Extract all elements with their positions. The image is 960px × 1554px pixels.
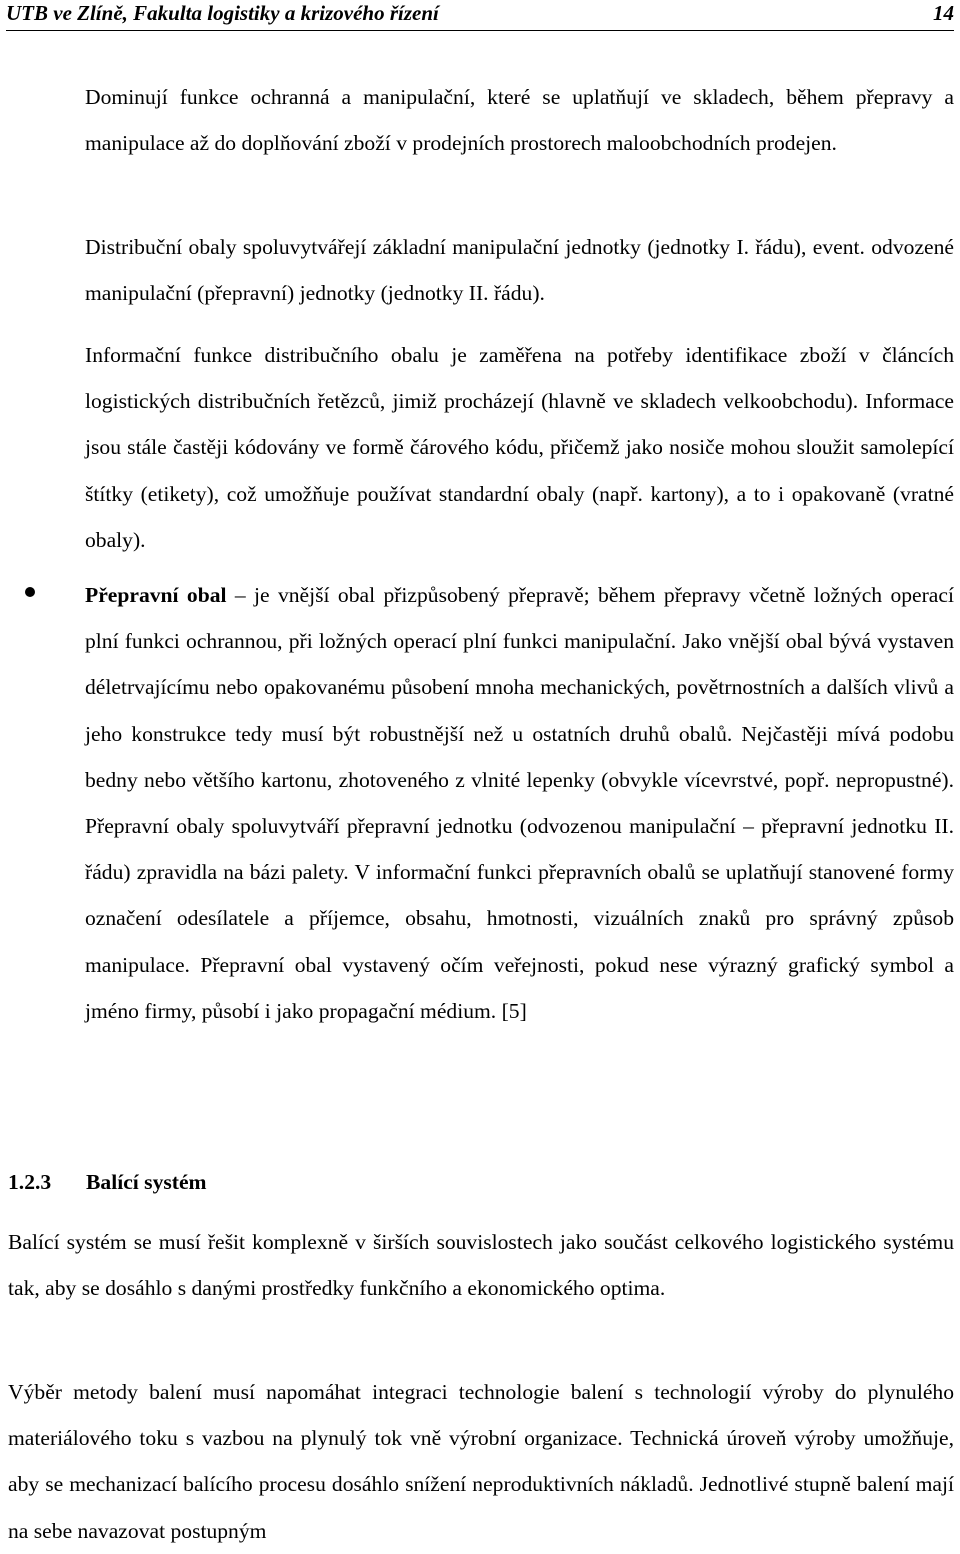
bullet-term: Přepravní obal [85,583,227,607]
section-heading [8,1163,207,1201]
page-number: 14 [933,1,954,25]
header-title: UTB ve Zlíně, Fakulta logistiky a krizového řízení [6,1,439,25]
paragraph-balici-system: Balící systém se musí řešit komplexně v širších souvislostech jako součást celkového logistického systému tak, aby se dosáhlo s danými prostředky funkčního a ekonomického optima. [8,1230,954,1301]
paragraph-distribucni-obaly: Distribuční obaly spoluvytvářejí základní manipulační jednotky (jednotky I. řádu), event. odvozené manipulační (přepravní) jednotky (jednotky II. řádu). [85,235,954,306]
running-header [6,0,954,31]
bullet-dot [25,587,35,597]
section-title: Balící systém [86,1170,207,1194]
paragraph-informacni-funkce: Informační funkce distribučního obalu je zaměřena na potřeby identifikace zboží v článcích logistických distribučních řetězců, jimiž procházejí (hlavně ve skladech velkoobchodu). Informace jsou stále častěji kódovány ve formě čárového kódu, přičemž jako nosiče mohou sloužit samolepící štítky (etikety), což umožňuje používat standardní obaly (např. kartony), a to i opakovaně (vratné obaly). [85,343,954,552]
bullet-text: – je vnější obal přizpůsobený přepravě; během přepravy včetně ložných operací plní funkci ochrannou, při ložných operací plní funkci manipulační. Jako vnější obal bývá vystaven déletrvajícímu nebo opakovanému působení mnoha mechanických, povětrnostních a dalších vlivů a jeho konstrukce tedy musí být robustnější než u ostatních druhů obalů. Nejčastěji mívá podobu bedny nebo většího kartonu, zhotoveného z vlnité lepenky (obvykle vícevrstvé, popř. nepropustné). Přepravní obaly spoluvytváří přepravní jednotku (odvozenou manipulační – přepravní jednotku II. řádu) zpravidla na bázi palety. V informační funkci přepravních obalů se uplatňují stanovené formy označení odesílatele a příjemce, obsahu, hmotnosti, vizuálních znaků pro správný způsob manipulace. Přepravní obal vystavený očím veřejnosti, pokud nese výrazný grafický symbol a jméno firmy, působí i jako propagační médium. [5] [85,583,954,1023]
bullet-item-prepravni-obal [85,572,954,1034]
paragraph-vyber-metody: Výběr metody balení musí napomáhat integraci technologie balení s technologií výroby do plynulého materiálového toku s vazbou na plynulý tok vně výrobní organizace. Technická úroveň výroby umožňuje, aby se mechanizací balícího procesu dosáhlo snížení neproduktivních nákladů. Jednotlivé stupně balení mají na sebe navazovat postupným [8,1380,954,1543]
section-number: 1.2.3 [8,1170,52,1194]
paragraph-ochranna: Dominují funkce ochranná a manipulační, které se uplatňují ve skladech, během přepravy a manipulace až do doplňování zboží v prodejních prostorech maloobchodních prodejen. [85,85,954,156]
